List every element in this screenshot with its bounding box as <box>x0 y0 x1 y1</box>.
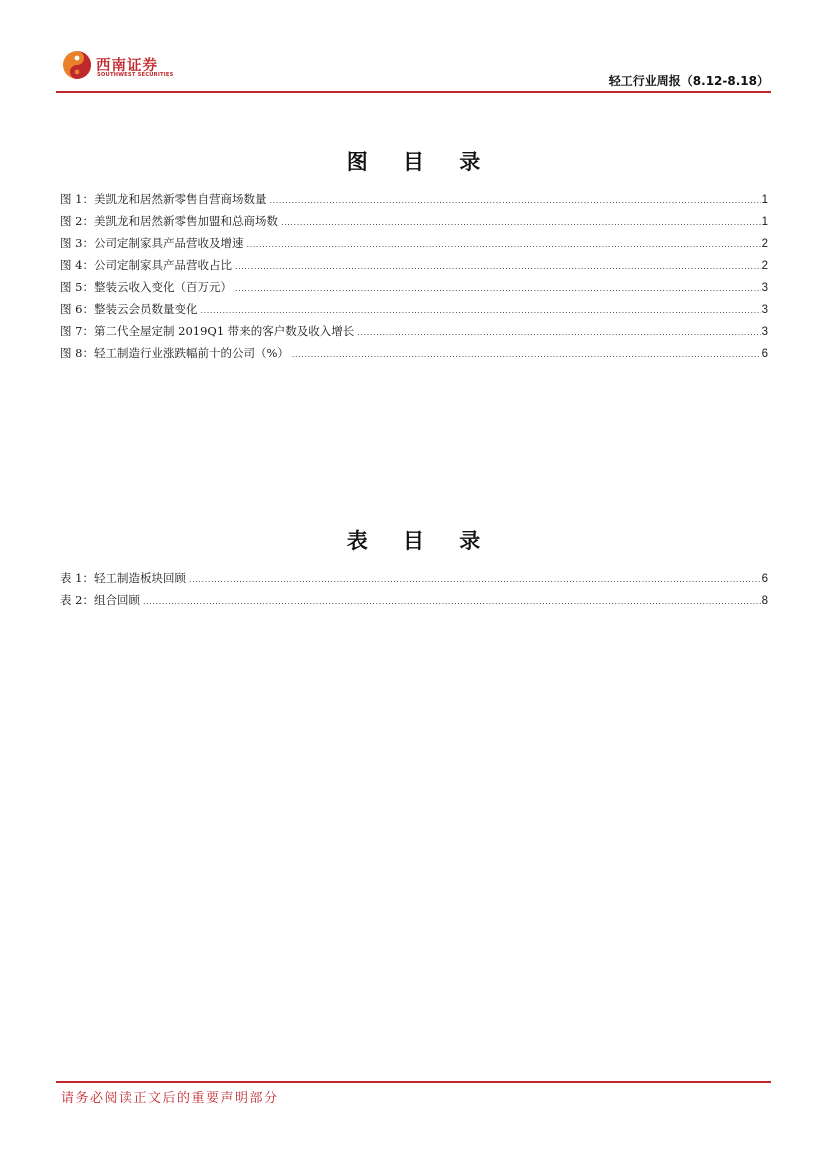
toc-item[interactable] <box>60 301 768 323</box>
toc-leader-dots <box>189 575 761 584</box>
toc-item-label: 图 8：轻工制造行业涨跌幅前十的公司（%） <box>60 346 289 360</box>
toc-item[interactable] <box>60 570 768 592</box>
toc-item[interactable] <box>60 235 768 257</box>
toc-item[interactable] <box>60 191 768 213</box>
toc-item-page: 3 <box>761 326 768 338</box>
toc-item[interactable] <box>60 257 768 279</box>
toc-leader-dots <box>357 328 760 337</box>
toc-item-page: 2 <box>761 260 768 272</box>
toc-item[interactable] <box>60 592 768 614</box>
toc-item-label: 表 2：组合回顾 <box>60 593 140 607</box>
footer-disclaimer: 请务必阅读正文后的重要声明部分 <box>61 1091 279 1106</box>
logo-emblem-icon <box>62 50 92 80</box>
toc-item[interactable] <box>60 323 768 345</box>
tables-toc-list <box>60 570 768 614</box>
toc-leader-dots <box>246 240 760 249</box>
toc-leader-dots <box>292 350 761 359</box>
logo-english-name: SOUTHWEST SECURITIES <box>97 72 174 78</box>
toc-leader-dots <box>281 218 761 227</box>
toc-item-page: 3 <box>761 282 768 294</box>
toc-item-label: 图 1：美凯龙和居然新零售自营商场数量 <box>60 192 267 206</box>
toc-item-label: 图 4：公司定制家具产品营收占比 <box>60 258 232 272</box>
toc-item-page: 6 <box>761 573 768 585</box>
toc-item-label: 图 3：公司定制家具产品营收及增速 <box>60 236 244 250</box>
footer-divider <box>56 1081 771 1083</box>
toc-item-page: 6 <box>761 348 768 360</box>
figures-toc-title: 图 目 录 <box>346 149 495 174</box>
report-title: 轻工行业周报（8.12-8.18） <box>608 74 769 88</box>
toc-leader-dots <box>143 597 761 606</box>
toc-item-label: 表 1：轻工制造板块回顾 <box>60 571 186 585</box>
toc-leader-dots <box>200 306 760 315</box>
toc-item-page: 2 <box>761 238 768 250</box>
toc-item[interactable] <box>60 279 768 301</box>
toc-item-page: 3 <box>761 304 768 316</box>
toc-item-page: 8 <box>761 595 768 607</box>
toc-item[interactable] <box>60 213 768 235</box>
toc-leader-dots <box>235 262 761 271</box>
toc-item-page: 1 <box>761 216 768 228</box>
figures-toc-list <box>60 191 768 367</box>
page-header <box>0 0 827 95</box>
tables-toc-title: 表 目 录 <box>346 528 495 553</box>
toc-item-label: 图 6：整装云会员数量变化 <box>60 302 198 316</box>
toc-item-label: 图 7：第二代全屋定制 2019Q1 带来的客户数及收入增长 <box>60 324 355 338</box>
toc-item-label: 图 2：美凯龙和居然新零售加盟和总商场数 <box>60 214 278 228</box>
toc-leader-dots <box>235 284 761 293</box>
toc-item-label: 图 5：整装云收入变化（百万元） <box>60 280 232 294</box>
toc-item-page: 1 <box>761 194 768 206</box>
header-divider <box>56 91 771 93</box>
company-logo <box>62 50 182 84</box>
toc-leader-dots <box>269 196 760 205</box>
logo-chinese-name: 西南证券 <box>96 57 158 74</box>
toc-item[interactable] <box>60 345 768 367</box>
